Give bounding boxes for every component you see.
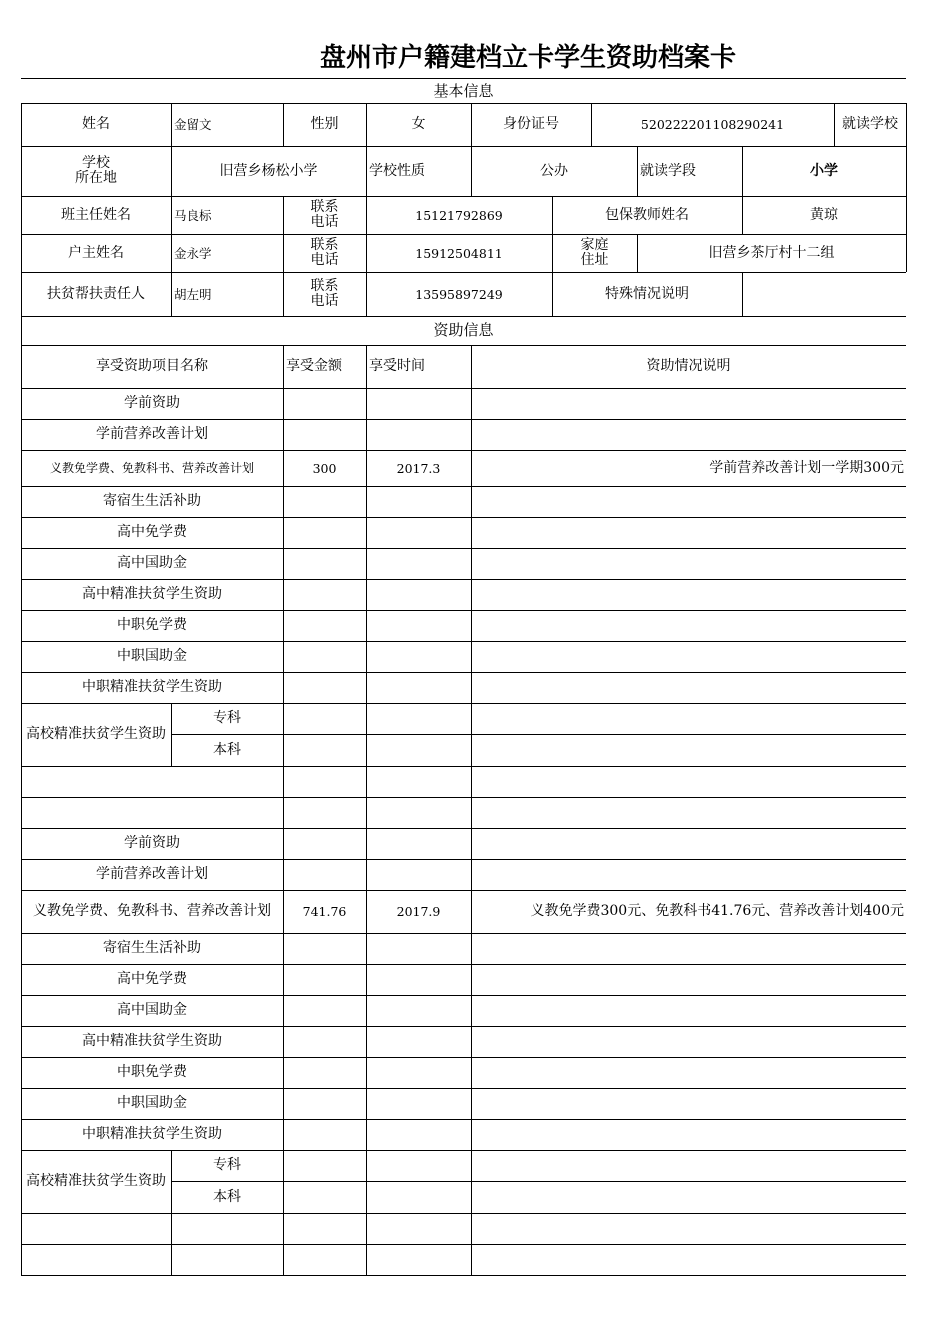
helper-phone-label-text: 联系 电话 [310,278,339,309]
aid-item-amount[interactable] [283,517,366,548]
name-label: 姓名 [82,116,110,132]
aid-item-time[interactable] [366,419,471,450]
aid-item-amount[interactable] [283,672,366,703]
aid-item-name: 学前营养改善计划 [96,426,208,442]
aid-item-name: 义教免学费、免教科书、营养改善计划 [49,460,254,475]
blank-row [21,1213,906,1244]
aid-item-time[interactable]: 2017.9 [396,904,441,919]
aid-header-item: 享受资助项目名称 [96,358,208,374]
aid-item-amount[interactable] [283,1088,366,1119]
aid-item-name: 中职免学费 [117,617,187,633]
gender-label: 性别 [310,116,339,132]
aid-item-name: 高中免学费 [117,524,187,540]
blank-row [21,766,906,797]
aid-item-desc[interactable] [471,388,906,419]
aid-item-desc[interactable] [471,486,906,517]
aid-item-name: 寄宿生生活补助 [103,940,201,956]
grid-line-v [906,196,907,234]
school-location-label [21,146,171,196]
grid-line-v [906,146,907,196]
aid-item-name: 高中精准扶贫学生资助 [82,586,222,602]
address-value: 旧营乡茶厅村十二组 [708,244,835,261]
aid-item-time[interactable] [366,859,471,890]
aid-header-desc: 资助情况说明 [646,358,731,374]
aid-item-amount[interactable] [283,579,366,610]
aid-item-time[interactable] [366,517,471,548]
aid-item-desc[interactable] [471,1057,906,1088]
aid-item-amount[interactable] [283,1119,366,1150]
helper-label: 扶贫帮扶责任人 [47,285,145,302]
aid-item-time[interactable]: 2017.3 [396,460,441,476]
aid-item-name: 中职精准扶贫学生资助 [82,679,222,695]
blank-row [21,797,906,828]
stage-label: 就读学段 [640,162,696,179]
teacher-label: 班主任姓名 [61,206,131,223]
aid-item-desc[interactable] [471,641,906,672]
aid-item-amount[interactable] [283,1026,366,1057]
aid-item-time[interactable] [366,964,471,995]
aid-item-amount[interactable] [283,419,366,450]
id-label: 身份证号 [503,116,559,132]
aid-item-time[interactable] [366,828,471,859]
aid-item-amount[interactable] [283,828,366,859]
householder-value: 金永学 [174,245,212,261]
school-location-value: 旧营乡杨松小学 [219,162,318,179]
aid-item-time[interactable] [366,486,471,517]
aid-item-desc[interactable] [471,419,906,450]
aid-item-desc[interactable] [471,1026,906,1057]
aid-item-time[interactable] [366,995,471,1026]
aid-item-name: 高中免学费 [117,971,187,987]
school-type-label: 学校性质 [369,162,425,179]
aid-item-desc[interactable] [471,1088,906,1119]
aid-item-amount[interactable] [283,548,366,579]
aid-item-desc[interactable] [471,672,906,703]
householder-phone-value: 15912504811 [415,245,503,261]
grid-line-v [283,703,284,766]
school-label: 就读学校 [842,116,898,132]
aid-item-name: 寄宿生生活补助 [103,493,201,509]
grid-line-v [471,703,472,766]
special-note-value[interactable] [742,272,906,316]
aid-item-name: 中职国助金 [117,648,187,664]
helper-phone-value: 13595897249 [415,286,503,302]
aid-info-header: 资助信息 [433,321,494,339]
aid-item-desc[interactable] [471,1119,906,1150]
aid-item-amount[interactable] [283,486,366,517]
aid-item-name: 中职国助金 [117,1095,187,1111]
aid-item-name: 义教免学费、免教科书、营养改善计划 [33,903,271,919]
aid-item-name: 中职免学费 [117,1064,187,1080]
address-label-text: 家庭 住址 [580,237,609,268]
aid-header-time: 享受时间 [369,358,425,374]
aid-header-amount: 享受金额 [286,358,342,374]
school-location-label-text: 学校 所在地 [75,155,117,186]
grid-line-v [366,703,367,766]
aid-item-desc[interactable] [471,548,906,579]
grid-line-v [906,103,907,146]
college-sub-junior: 专科 [213,710,241,726]
aid-item-desc[interactable] [471,579,906,610]
college-aid-label: 高校精准扶贫学生资助 [26,1173,166,1189]
aid-item-time[interactable] [366,641,471,672]
aid-item-amount[interactable] [283,1057,366,1088]
aid-item-desc[interactable] [471,828,906,859]
aid-item-desc[interactable] [471,517,906,548]
basic-info-header: 基本信息 [433,81,494,100]
college-sub-bachelor: 本科 [213,741,241,758]
contact-teacher-label: 包保教师姓名 [605,206,689,223]
id-value: 520222201108290241 [640,117,785,132]
aid-item-desc[interactable] [471,610,906,641]
aid-item-time[interactable] [366,579,471,610]
grid-line-v [906,234,907,272]
stage-value: 小学 [810,162,838,179]
householder-phone-label [283,234,366,272]
aid-item-desc[interactable] [471,995,906,1026]
college-sub-junior: 专科 [213,1157,241,1173]
grid-line-v [471,1150,472,1213]
grid-line-v [366,1150,367,1213]
teacher-value: 马良标 [174,207,212,223]
aid-item-amount[interactable] [283,610,366,641]
grid-line-v [283,1150,284,1213]
aid-item-time[interactable] [366,388,471,419]
householder-phone-label-text: 联系 电话 [310,237,339,268]
aid-item-amount[interactable]: 741.76 [302,904,347,919]
teacher-phone-label [283,196,366,234]
aid-item-amount[interactable] [283,933,366,964]
helper-value: 胡左明 [174,286,212,302]
aid-item-amount[interactable] [283,859,366,890]
aid-item-amount[interactable] [283,964,366,995]
aid-item-name: 高中国助金 [117,1002,187,1018]
special-note-label: 特殊情况说明 [605,285,689,302]
aid-item-desc[interactable]: 义教免学费300元、免教科书41.76元、营养改善计划400元 [530,903,904,919]
aid-item-name: 高中国助金 [117,555,187,571]
aid-item-amount[interactable] [283,641,366,672]
aid-item-time[interactable] [366,933,471,964]
aid-item-name: 学前资助 [124,835,180,851]
aid-item-name: 中职精准扶贫学生资助 [82,1126,222,1142]
aid-item-time[interactable] [366,1057,471,1088]
aid-item-desc[interactable] [471,964,906,995]
teacher-phone-value: 15121792869 [415,207,503,223]
aid-item-time[interactable] [366,672,471,703]
college-aid-label: 高校精准扶贫学生资助 [26,726,166,742]
aid-item-desc[interactable]: 学前营养改善计划一学期300元 [709,459,904,476]
name-value: 金留文 [174,117,212,132]
blank-row [21,1244,906,1275]
aid-item-amount[interactable] [283,995,366,1026]
contact-teacher-value: 黄琼 [810,206,838,223]
aid-item-name: 高中精准扶贫学生资助 [82,1033,222,1049]
aid-item-desc[interactable] [471,859,906,890]
aid-item-time[interactable] [366,1088,471,1119]
page-title: 盘州市户籍建档立卡学生资助档案卡 [320,43,737,73]
aid-item-time[interactable] [366,1119,471,1150]
aid-item-time[interactable] [366,610,471,641]
helper-phone-label [283,272,366,316]
aid-item-name: 学前资助 [124,395,180,411]
gender-value: 女 [411,116,426,132]
school-type-value: 公办 [540,162,568,179]
aid-item-time[interactable] [366,1026,471,1057]
address-label [552,234,637,272]
householder-label: 户主姓名 [68,244,124,261]
grid-line-h [21,1275,906,1276]
aid-item-amount[interactable]: 300 [312,460,337,476]
teacher-phone-label-text: 联系 电话 [310,199,339,230]
aid-item-amount[interactable] [283,388,366,419]
college-sub-bachelor: 本科 [213,1188,241,1205]
aid-item-name: 学前营养改善计划 [96,866,208,882]
aid-item-desc[interactable] [471,933,906,964]
aid-item-time[interactable] [366,548,471,579]
